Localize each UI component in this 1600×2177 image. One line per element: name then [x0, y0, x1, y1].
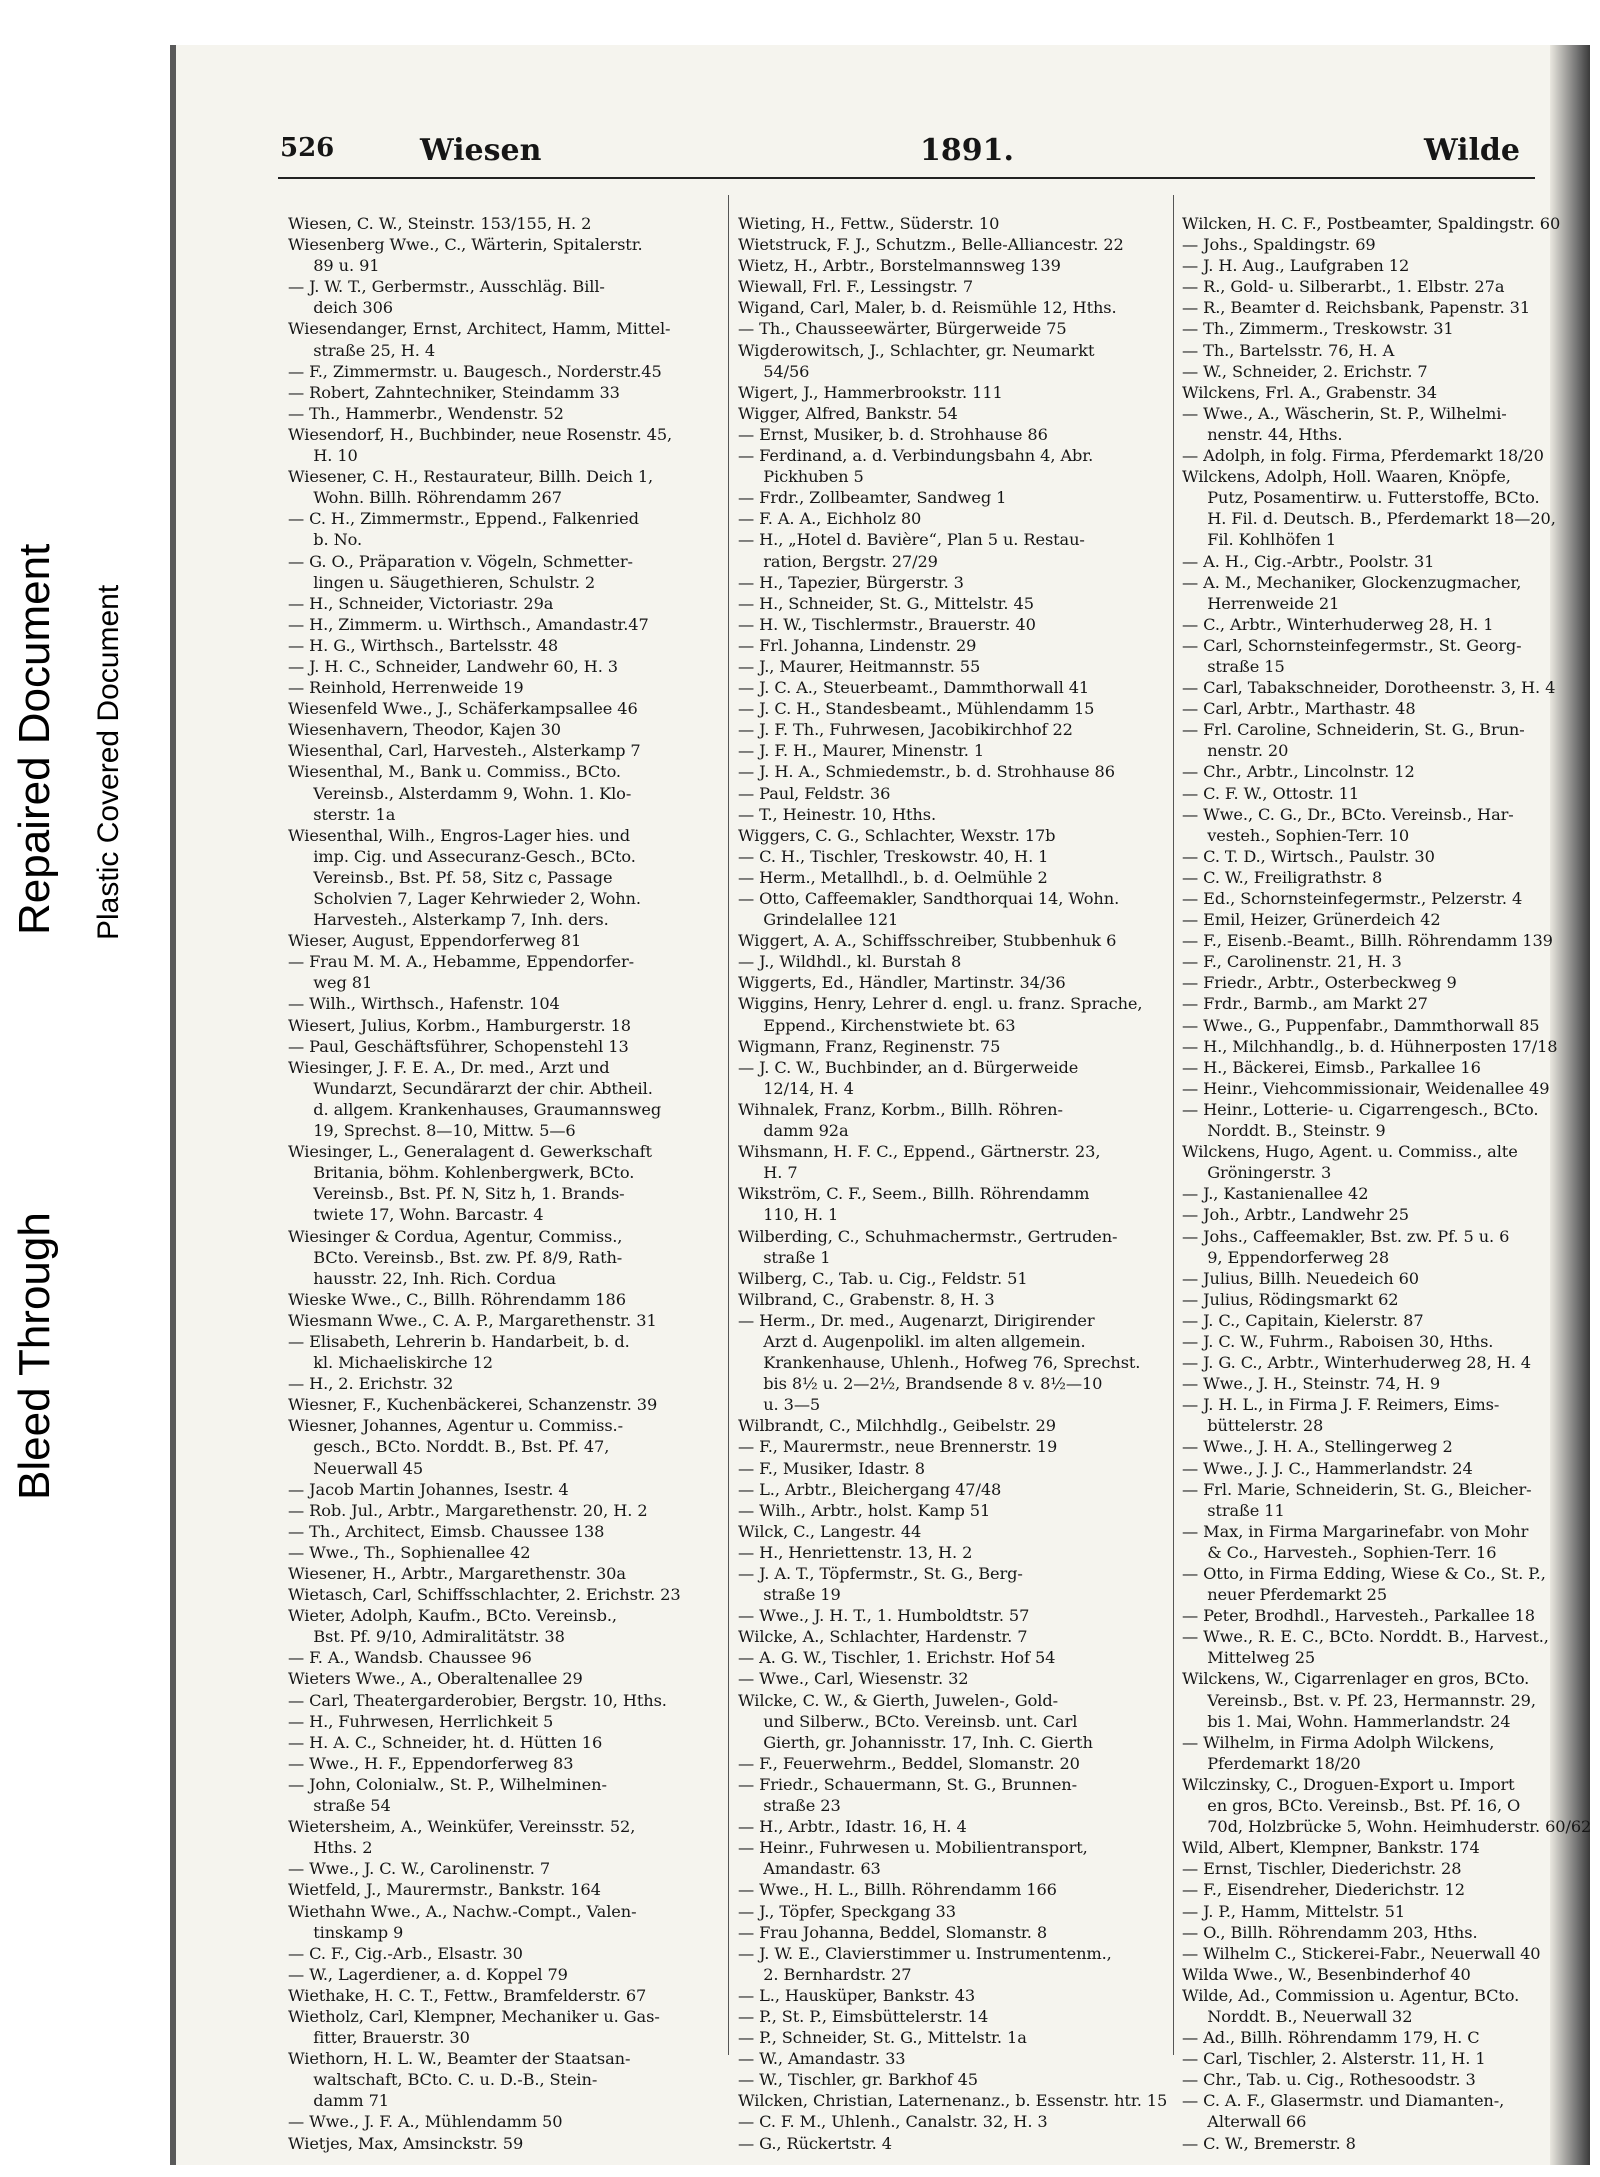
- directory-entry-line: — Adolph, in folg. Firma, Pferdemarkt 18/20: [1182, 446, 1544, 466]
- directory-entry-line: Wiesenthal, Carl, Harvesteh., Alsterkamp 7: [288, 741, 641, 761]
- directory-entry-line: — Otto, Caffeemakler, Sandthorquai 14, Wohn.: [738, 889, 1120, 908]
- directory-entry-line: — Jacob Martin Johannes, Isestr. 4: [288, 1479, 569, 1499]
- directory-entry-line: — Wwe., J. H. A., Stellingerweg 2: [1182, 1437, 1453, 1457]
- header-rule: [278, 177, 1535, 179]
- directory-entry-line: Putz, Posamentirw. u. Futterstoffe, BCto.: [1182, 488, 1540, 508]
- directory-entry-line: — Wwe., G., Puppenfabr., Dammthorwall 85: [1182, 1015, 1540, 1035]
- directory-entry-line: Vereinsb., Bst. Pf. N, Sitz h, 1. Brands-: [288, 1184, 625, 1204]
- directory-entry-line: Britania, böhm. Kohlenbergwerk, BCto.: [288, 1163, 635, 1183]
- plastic-covered-label: Plastic Covered Document: [92, 584, 125, 940]
- directory-entry-line: Neuerwall 45: [288, 1458, 424, 1478]
- directory-entry-line: — Johs., Caffeemakler, Bst. zw. Pf. 5 u. 6: [1182, 1226, 1510, 1246]
- directory-entry-line: — F., Zimmermstr. u. Baugesch., Norderstr.45: [288, 361, 662, 381]
- directory-entry-line: Wohn. Billh. Röhrendamm 267: [288, 488, 562, 508]
- directory-entry-line: — Max, in Firma Margarinefabr. von Mohr: [1182, 1521, 1529, 1541]
- directory-entry-line: Wilcken, H. C. F., Postbeamter, Spaldingstr. 60: [1182, 214, 1561, 233]
- directory-entry-line: Gierth, gr. Johannisstr. 17, Inh. C. Gierth: [738, 1732, 1093, 1752]
- directory-entry-line: 9, Eppendorferweg 28: [1182, 1247, 1390, 1267]
- directory-entry-line: — F. A., Wandsb. Chaussee 96: [288, 1648, 532, 1668]
- directory-entry-line: Wilbrandt, C., Milchhdlg., Geibelstr. 29: [738, 1416, 1056, 1436]
- directory-entry-line: Wiesener, H., Arbtr., Margarethenstr. 30a: [288, 1564, 626, 1583]
- directory-entry-line: — Wwe., H. F., Eppendorferweg 83: [288, 1753, 574, 1773]
- directory-entry-line: Wiethake, H. C. T., Fettw., Bramfelderstr. 67: [288, 1985, 647, 2005]
- directory-entry-line: Wiesmann Wwe., C. A. P., Margarethenstr. 31: [288, 1310, 657, 1330]
- directory-entry-line: gesch., BCto. Norddt. B., Bst. Pf. 47,: [288, 1437, 610, 1457]
- directory-entry-line: Wihsmann, H. F. C., Eppend., Gärtnerstr. 23,: [738, 1142, 1101, 1162]
- directory-entry-line: ration, Bergstr. 27/29: [738, 551, 938, 571]
- directory-entry-line: — Carl, Tischler, 2. Alsterstr. 11, H. 1: [1182, 2049, 1486, 2069]
- directory-entry-line: Wiggers, C. G., Schlachter, Wexstr. 17b: [738, 825, 1056, 845]
- directory-entry-line: — H., Schneider, Victoriastr. 29a: [288, 593, 554, 613]
- directory-entry-line: — Frl. Johanna, Lindenstr. 29: [738, 635, 977, 655]
- directory-entry-line: waltschaft, BCto. C. u. D.-B., Stein-: [288, 2070, 598, 2090]
- directory-entry-line: H. 10: [288, 446, 358, 466]
- directory-entry-line: — C. H., Zimmermstr., Eppend., Falkenried: [288, 509, 639, 529]
- directory-entry-line: Grindelallee 121: [738, 910, 899, 930]
- directory-entry-line: 89 u. 91: [288, 256, 380, 276]
- directory-entry-line: — C. W., Freiligrathstr. 8: [1182, 867, 1383, 887]
- directory-entry-line: — F., Eisenb.-Beamt., Billh. Röhrendamm 139: [1182, 931, 1553, 951]
- directory-entry-line: straße 25, H. 4: [288, 340, 436, 360]
- directory-entry-line: nenstr. 20: [1182, 741, 1289, 761]
- directory-entry-line: — Julius, Rödingsmarkt 62: [1182, 1289, 1399, 1309]
- directory-entry-line: — Otto, in Firma Edding, Wiese & Co., St. P.,: [1182, 1564, 1546, 1583]
- directory-entry-line: Wilbrand, C., Grabenstr. 8, H. 3: [738, 1289, 995, 1309]
- directory-entry-line: Harvesteh., Alsterkamp 7, Inh. ders.: [288, 910, 609, 930]
- directory-entry-line: Herrenweide 21: [1182, 593, 1340, 613]
- directory-entry-line: — P., Schneider, St. G., Mittelstr. 1a: [738, 2028, 1027, 2048]
- directory-entry-line: — J., Maurer, Heitmannstr. 55: [738, 656, 981, 676]
- directory-entry-line: — J. H. Aug., Laufgraben 12: [1182, 256, 1410, 276]
- directory-entry-line: — Ad., Billh. Röhrendamm 179, H. C: [1182, 2028, 1480, 2048]
- directory-entry-line: Wilckens, Frl. A., Grabenstr. 34: [1182, 382, 1437, 402]
- directory-entry-line: — C. H., Tischler, Treskowstr. 40, H. 1: [738, 846, 1049, 866]
- directory-entry-line: — Wilh., Wirthsch., Hafenstr. 104: [288, 994, 560, 1014]
- directory-entry-line: — J. H. A., Schmiedemstr., b. d. Strohhause 86: [738, 762, 1115, 782]
- directory-entry-line: — Herm., Dr. med., Augenarzt, Dirigirender: [738, 1310, 1095, 1330]
- directory-entry-line: Wiesinger, J. F. E. A., Dr. med., Arzt und: [288, 1057, 610, 1077]
- directory-entry-line: — H., Tapezier, Bürgerstr. 3: [738, 572, 964, 592]
- directory-entry-line: — Robert, Zahntechniker, Steindamm 33: [288, 382, 620, 402]
- directory-entry-line: Wiesinger & Cordua, Agentur, Commiss.,: [288, 1226, 623, 1246]
- directory-entry-line: — Wwe., J. F. A., Mühlendamm 50: [288, 2112, 563, 2132]
- directory-entry-line: — J. C. W., Fuhrm., Raboisen 30, Hths.: [1182, 1331, 1494, 1351]
- directory-entry-line: tinskamp 9: [288, 1922, 404, 1942]
- directory-entry-line: deich 306: [288, 298, 393, 318]
- directory-entry-line: Wiggert, A. A., Schiffsschreiber, Stubbenhuk 6: [738, 931, 1117, 951]
- directory-entry-line: — Th., Zimmerm., Treskowstr. 31: [1182, 319, 1454, 339]
- directory-entry-line: Wiesendorf, H., Buchbinder, neue Rosenstr. 45,: [288, 424, 673, 444]
- directory-entry-line: — Frl. Marie, Schneiderin, St. G., Bleicher-: [1182, 1479, 1532, 1499]
- directory-entry-line: Wiesner, Johannes, Agentur u. Commiss.-: [288, 1416, 623, 1436]
- page-number: 526: [280, 133, 335, 163]
- directory-entry-line: — Ernst, Musiker, b. d. Strohhause 86: [738, 424, 1048, 444]
- directory-entry-line: — Julius, Billh. Neuedeich 60: [1182, 1268, 1419, 1288]
- directory-entry-line: — Wwe., Th., Sophienallee 42: [288, 1542, 531, 1562]
- directory-entry-line: u. 3—5: [738, 1395, 821, 1415]
- directory-entry-line: 19, Sprechst. 8—10, Mittw. 5—6: [288, 1121, 576, 1141]
- directory-entry-line: Norddt. B., Neuerwall 32: [1182, 2006, 1413, 2026]
- directory-entry-line: BCto. Vereinsb., Bst. zw. Pf. 8/9, Rath-: [288, 1247, 623, 1267]
- directory-entry-line: — Carl, Schornsteinfegermstr., St. Georg-: [1182, 635, 1522, 655]
- directory-entry-line: Wiesinger, L., Generalagent d. Gewerkschaft: [288, 1142, 652, 1162]
- directory-entry-line: Gröningerstr. 3: [1182, 1163, 1332, 1183]
- directory-entry-line: Wiggerts, Ed., Händler, Martinstr. 34/36: [738, 973, 1066, 993]
- directory-entry-line: Wilckens, Hugo, Agent. u. Commiss., alte: [1182, 1142, 1518, 1162]
- directory-entry-line: Wieting, H., Fettw., Süderstr. 10: [738, 214, 1000, 233]
- directory-entry-line: bis 1. Mai, Wohn. Hammerlandstr. 24: [1182, 1711, 1511, 1731]
- directory-entry-line: Mittelweg 25: [1182, 1648, 1316, 1668]
- directory-entry-line: nenstr. 44, Hths.: [1182, 424, 1343, 444]
- directory-entry-line: — Carl, Tabakschneider, Dorotheenstr. 3, H. 4: [1182, 678, 1556, 698]
- directory-entry-line: Scholvien 7, Lager Kehrwieder 2, Wohn.: [288, 889, 641, 908]
- directory-entry-line: Bst. Pf. 9/10, Admiralitätstr. 38: [288, 1627, 565, 1647]
- directory-entry-line: — H., Zimmerm. u. Wirthsch., Amandastr.47: [288, 614, 649, 634]
- directory-entry-line: — Rob. Jul., Arbtr., Margarethenstr. 20, H. 2: [288, 1500, 648, 1520]
- directory-entry-line: lingen u. Säugethieren, Schulstr. 2: [288, 572, 596, 592]
- directory-entry-line: Wilda Wwe., W., Besenbinderhof 40: [1182, 1964, 1471, 1984]
- directory-entry-line: Wietfeld, J., Maurermstr., Bankstr. 164: [288, 1880, 601, 1900]
- directory-entry-line: Wihnalek, Franz, Korbm., Billh. Röhren-: [738, 1099, 1063, 1119]
- directory-entry-line: — H. W., Tischlermstr., Brauerstr. 40: [738, 614, 1036, 634]
- directory-entry-line: hausstr. 22, Inh. Rich. Cordua: [288, 1268, 556, 1288]
- directory-entry-line: — Ed., Schornsteinfegermstr., Pelzerstr. 4: [1182, 889, 1523, 908]
- directory-entry-line: Wilckens, Adolph, Holl. Waaren, Knöpfe,: [1182, 467, 1511, 487]
- directory-entry-line: imp. Cig. und Assecuranz-Gesch., BCto.: [288, 846, 636, 866]
- column-divider: [1173, 195, 1174, 2055]
- directory-entry-line: — R., Beamter d. Reichsbank, Papenstr. 31: [1182, 298, 1531, 318]
- directory-entry-line: Wiesen, C. W., Steinstr. 153/155, H. 2: [288, 214, 592, 233]
- directory-entry-line: Wilberg, C., Tab. u. Cig., Feldstr. 51: [738, 1268, 1028, 1288]
- page-header: [280, 133, 1530, 173]
- directory-entry-line: Alterwall 66: [1182, 2112, 1307, 2132]
- directory-entry-line: — Th., Bartelsstr. 76, H. A: [1182, 340, 1395, 360]
- directory-entry-line: — Wilhelm, in Firma Adolph Wilckens,: [1182, 1732, 1495, 1752]
- directory-entry-line: — F., Maurermstr., neue Brennerstr. 19: [738, 1437, 1058, 1457]
- directory-entry-line: Wiesenberg Wwe., C., Wärterin, Spitalerstr.: [288, 235, 643, 255]
- directory-entry-line: — C. F. M., Uhlenh., Canalstr. 32, H. 3: [738, 2112, 1048, 2132]
- directory-entry-line: — J. P., Hamm, Mittelstr. 51: [1182, 1901, 1406, 1921]
- directory-entry-line: Vereinsb., Alsterdamm 9, Wohn. 1. Klo-: [288, 783, 632, 803]
- directory-entry-line: — Paul, Feldstr. 36: [738, 783, 891, 803]
- directory-entry-line: — G. O., Präparation v. Vögeln, Schmetter-: [288, 551, 633, 571]
- directory-entry-line: — H., „Hotel d. Bavière“, Plan 5 u. Restau-: [738, 530, 1085, 550]
- directory-entry-line: — L., Arbtr., Bleichergang 47/48: [738, 1479, 1002, 1499]
- directory-entry-line: Wiesner, F., Kuchenbäckerei, Schanzenstr. 39: [288, 1395, 658, 1415]
- directory-entry-line: — Ferdinand, a. d. Verbindungsbahn 4, Abr.: [738, 446, 1094, 466]
- left-margin-labels: [0, 0, 170, 2177]
- directory-entry-line: — J. A. T., Töpfermstr., St. G., Berg-: [738, 1564, 1023, 1583]
- directory-entry-line: Wietasch, Carl, Schiffsschlachter, 2. Erichstr. 23: [288, 1585, 681, 1605]
- directory-entry-line: straße 1: [738, 1247, 831, 1267]
- directory-entry-line: 70d, Holzbrücke 5, Wohn. Heimhuderstr. 60/62: [1182, 1817, 1592, 1837]
- directory-entry-line: & Co., Harvesteh., Sophien-Terr. 16: [1182, 1542, 1497, 1562]
- directory-entry-line: — Frdr., Zollbeamter, Sandweg 1: [738, 488, 1007, 508]
- directory-entry-line: — T., Heinestr. 10, Hths.: [738, 804, 937, 824]
- directory-entry-line: — J. G. C., Arbtr., Winterhuderweg 28, H. 4: [1182, 1353, 1531, 1373]
- directory-entry-line: — Chr., Arbtr., Lincolnstr. 12: [1182, 762, 1415, 782]
- directory-entry-line: — H., Henriettenstr. 13, H. 2: [738, 1542, 973, 1562]
- directory-entry-line: — Carl, Arbtr., Marthastr. 48: [1182, 699, 1416, 719]
- directory-entry-line: straße 11: [1182, 1500, 1285, 1520]
- directory-entry-line: — Wwe., J. H., Steinstr. 74, H. 9: [1182, 1374, 1441, 1394]
- directory-entry-line: fitter, Brauerstr. 30: [288, 2028, 470, 2048]
- directory-entry-line: — Frdr., Barmb., am Markt 27: [1182, 994, 1428, 1014]
- directory-entry-line: damm 71: [288, 2091, 389, 2111]
- directory-page: [170, 45, 1590, 2165]
- directory-entry-line: Wigderowitsch, J., Schlachter, gr. Neumarkt: [738, 340, 1095, 360]
- directory-entry-line: — Th., Architect, Eimsb. Chaussee 138: [288, 1521, 605, 1541]
- directory-entry-line: — Th., Hammerbr., Wendenstr. 52: [288, 403, 564, 423]
- directory-entry-line: und Silberw., BCto. Vereinsb. unt. Carl: [738, 1711, 1078, 1731]
- directory-entry-line: Wilcken, Christian, Laternenanz., b. Essenstr. htr. 15: [738, 2091, 1168, 2111]
- directory-entry-line: straße 54: [288, 1796, 391, 1816]
- directory-entry-line: Wilde, Ad., Commission u. Agentur, BCto.: [1182, 1985, 1520, 2005]
- directory-entry-line: Wilczinsky, C., Droguen-Export u. Import: [1182, 1774, 1515, 1794]
- directory-entry-line: — Chr., Tab. u. Cig., Rothesoodstr. 3: [1182, 2070, 1476, 2090]
- directory-entry-line: — Herm., Metallhdl., b. d. Oelmühle 2: [738, 867, 1048, 887]
- directory-entry-line: sterstr. 1a: [288, 804, 396, 824]
- directory-entry-line: Wieser, August, Eppendorferweg 81: [288, 931, 582, 951]
- directory-entry-line: Wiewall, Frl. F., Lessingstr. 7: [738, 277, 974, 297]
- directory-entry-line: — Wwe., J. C. W., Carolinenstr. 7: [288, 1859, 551, 1879]
- directory-entry-line: — Heinr., Lotterie- u. Cigarrengesch., BCto.: [1182, 1099, 1539, 1119]
- directory-entry-line: b. No.: [288, 530, 363, 550]
- directory-entry-line: Eppend., Kirchenstwiete bt. 63: [738, 1015, 1016, 1035]
- directory-entry-line: Wiggins, Henry, Lehrer d. engl. u. franz. Sprache,: [738, 994, 1143, 1014]
- directory-entry-line: Wilcke, A., Schlachter, Hardenstr. 7: [738, 1627, 1028, 1647]
- directory-entry-line: — Wwe., Carl, Wiesenstr. 32: [738, 1669, 969, 1689]
- directory-entry-line: H. Fil. d. Deutsch. B., Pferdemarkt 18—20,: [1182, 509, 1556, 529]
- directory-entry-line: Wiesener, C. H., Restaurateur, Billh. Deich 1,: [288, 467, 654, 487]
- directory-entry-line: — F., Eisendreher, Diederichstr. 12: [1182, 1880, 1465, 1900]
- directory-column-1: [288, 213, 718, 2154]
- directory-entry-line: — Peter, Brodhdl., Harvesteh., Parkallee 18: [1182, 1606, 1536, 1626]
- header-left-keyword: Wiesen: [420, 133, 542, 168]
- directory-entry-line: Wiethahn Wwe., A., Nachw.-Compt., Valen-: [288, 1901, 637, 1921]
- directory-entry-line: Hths. 2: [288, 1838, 373, 1858]
- directory-entry-line: — J. W. E., Clavierstimmer u. Instrumentenm.,: [738, 1943, 1112, 1963]
- directory-entry-line: — G., Rückertstr. 4: [738, 2133, 892, 2153]
- directory-entry-line: — H., Milchhandlg., b. d. Hühnerposten 17/18: [1182, 1036, 1558, 1056]
- directory-entry-line: 2. Bernhardstr. 27: [738, 1964, 912, 1984]
- directory-entry-line: — H. A. C., Schneider, ht. d. Hütten 16: [288, 1732, 603, 1752]
- directory-entry-line: kl. Michaeliskirche 12: [288, 1353, 493, 1373]
- directory-entry-line: — J. F. Th., Fuhrwesen, Jacobikirchhof 22: [738, 720, 1073, 740]
- directory-entry-line: — W., Schneider, 2. Erichstr. 7: [1182, 361, 1428, 381]
- directory-entry-line: — C. F., Cig.-Arb., Elsastr. 30: [288, 1943, 523, 1963]
- directory-entry-line: — F., Musiker, Idastr. 8: [738, 1458, 925, 1478]
- directory-entry-line: — P., St. P., Eimsbüttelerstr. 14: [738, 2006, 989, 2026]
- directory-column-2: [738, 213, 1168, 2154]
- directory-entry-line: — Paul, Geschäftsführer, Schopenstehl 13: [288, 1036, 629, 1056]
- directory-entry-line: Vereinsb., Bst. Pf. 58, Sitz c, Passage: [288, 867, 613, 887]
- directory-entry-line: Wiethorn, H. L. W., Beamter der Staatsan-: [288, 2049, 631, 2069]
- directory-entry-line: weg 81: [288, 973, 373, 993]
- directory-entry-line: — Wilhelm C., Stickerei-Fabr., Neuerwall 40: [1182, 1943, 1541, 1963]
- directory-entry-line: Wundarzt, Secundärarzt der chir. Abtheil.: [288, 1078, 653, 1098]
- directory-entry-line: — F., Feuerwehrm., Beddel, Slomanstr. 20: [738, 1753, 1080, 1773]
- directory-entry-line: straße 15: [1182, 656, 1285, 676]
- directory-entry-line: — A. H., Cig.-Arbtr., Poolstr. 31: [1182, 551, 1435, 571]
- directory-entry-line: Pferdemarkt 18/20: [1182, 1753, 1361, 1773]
- directory-entry-line: — W., Amandastr. 33: [738, 2049, 906, 2069]
- directory-entry-line: d. allgem. Krankenhauses, Graumannsweg: [288, 1099, 662, 1119]
- directory-entry-line: — J., Kastanienallee 42: [1182, 1184, 1369, 1204]
- directory-entry-line: Wigert, J., Hammerbrookstr. 111: [738, 382, 1003, 402]
- directory-entry-line: — H., Arbtr., Idastr. 16, H. 4: [738, 1817, 967, 1837]
- directory-entry-line: Amandastr. 63: [738, 1859, 881, 1879]
- directory-entry-line: Wietstruck, F. J., Schutzm., Belle-Alliancestr. 22: [738, 235, 1124, 255]
- directory-entry-line: — Emil, Heizer, Grünerdeich 42: [1182, 910, 1441, 930]
- directory-entry-line: Arzt d. Augenpolikl. im alten allgemein.: [738, 1331, 1086, 1351]
- directory-entry-line: — Elisabeth, Lehrerin b. Handarbeit, b. d.: [288, 1331, 630, 1351]
- directory-entry-line: — C. T. D., Wirtsch., Paulstr. 30: [1182, 846, 1435, 866]
- directory-entry-line: — Joh., Arbtr., Landwehr 25: [1182, 1205, 1409, 1225]
- directory-entry-line: — H. G., Wirthsch., Bartelsstr. 48: [288, 635, 559, 655]
- directory-entry-line: — W., Tischler, gr. Barkhof 45: [738, 2070, 978, 2090]
- directory-entry-line: Fil. Kohlhöfen 1: [1182, 530, 1337, 550]
- directory-entry-line: Wilcke, C. W., & Gierth, Juwelen-, Gold-: [738, 1690, 1058, 1710]
- directory-entry-line: — Wwe., J. J. C., Hammerlandstr. 24: [1182, 1458, 1473, 1478]
- directory-entry-line: H. 7: [738, 1163, 798, 1183]
- directory-entry-line: — J. C. H., Standesbeamt., Mühlendamm 15: [738, 699, 1095, 719]
- directory-entry-line: Wieters Wwe., A., Oberaltenallee 29: [288, 1669, 583, 1689]
- directory-entry-line: damm 92a: [738, 1121, 849, 1141]
- directory-entry-line: Pickhuben 5: [738, 467, 864, 487]
- directory-entry-line: — C. F. W., Ottostr. 11: [1182, 783, 1360, 803]
- directory-entry-line: twiete 17, Wohn. Barcastr. 4: [288, 1205, 544, 1225]
- directory-entry-line: — Reinhold, Herrenweide 19: [288, 678, 524, 698]
- directory-entry-line: Wieske Wwe., C., Billh. Röhrendamm 186: [288, 1289, 626, 1309]
- directory-entry-line: Wiesenthal, M., Bank u. Commiss., BCto.: [288, 762, 621, 782]
- directory-entry-line: Wigger, Alfred, Bankstr. 54: [738, 403, 958, 423]
- directory-column-3: [1182, 213, 1592, 2154]
- directory-entry-line: — J. C. A., Steuerbeamt., Dammthorwall 41: [738, 678, 1090, 698]
- directory-entry-line: — Ernst, Tischler, Diederichstr. 28: [1182, 1859, 1462, 1879]
- directory-entry-line: — Frau M. M. A., Hebamme, Eppendorfer-: [288, 952, 635, 972]
- directory-entry-line: — Frau Johanna, Beddel, Slomanstr. 8: [738, 1922, 1048, 1942]
- directory-entry-line: Wieter, Adolph, Kaufm., BCto. Vereinsb.,: [288, 1606, 617, 1626]
- header-right-keyword: Wilde: [1423, 133, 1520, 168]
- directory-entry-line: — Friedr., Schauermann, St. G., Brunnen-: [738, 1774, 1077, 1794]
- directory-entry-line: — C., Arbtr., Winterhuderweg 28, H. 1: [1182, 614, 1494, 634]
- repaired-document-label: Repaired Document: [10, 543, 59, 935]
- directory-entry-line: Wild, Albert, Klempner, Bankstr. 174: [1182, 1838, 1480, 1858]
- directory-entry-line: — Heinr., Viehcommissionair, Weidenallee 49: [1182, 1078, 1550, 1098]
- directory-entry-line: 54/56: [738, 361, 810, 381]
- directory-entry-line: — J., Wildhdl., kl. Burstah 8: [738, 952, 962, 972]
- directory-entry-line: — Carl, Theatergarderobier, Bergstr. 10, Hths.: [288, 1690, 667, 1710]
- directory-entry-line: — Wwe., J. H. T., 1. Humboldtstr. 57: [738, 1606, 1030, 1626]
- directory-entry-line: Wietjes, Max, Amsinckstr. 59: [288, 2133, 524, 2153]
- directory-entry-line: — O., Billh. Röhrendamm 203, Hths.: [1182, 1922, 1478, 1942]
- directory-entry-line: — J. F. H., Maurer, Minenstr. 1: [738, 741, 985, 761]
- directory-entry-line: — A. M., Mechaniker, Glockenzugmacher,: [1182, 572, 1522, 592]
- directory-entry-line: — J. C. W., Buchbinder, an d. Bürgerweide: [738, 1057, 1079, 1077]
- directory-entry-line: straße 23: [738, 1796, 841, 1816]
- directory-entry-line: — F. A. A., Eichholz 80: [738, 509, 922, 529]
- directory-entry-line: — H., Bäckerei, Eimsb., Parkallee 16: [1182, 1057, 1481, 1077]
- directory-entry-line: — Wilh., Arbtr., holst. Kamp 51: [738, 1500, 991, 1520]
- page-left-edge: [170, 45, 176, 2165]
- directory-entry-line: — Friedr., Arbtr., Osterbeckweg 9: [1182, 973, 1457, 993]
- directory-entry-line: Wigmann, Franz, Reginenstr. 75: [738, 1036, 1001, 1056]
- directory-entry-line: — L., Hausküper, Bankstr. 43: [738, 1985, 976, 2005]
- directory-entry-line: neuer Pferdemarkt 25: [1182, 1585, 1388, 1605]
- directory-entry-line: — Th., Chausseewärter, Bürgerweide 75: [738, 319, 1067, 339]
- directory-entry-line: straße 19: [738, 1585, 841, 1605]
- directory-entry-line: Wilberding, C., Schuhmachermstr., Gertruden-: [738, 1226, 1118, 1246]
- directory-entry-line: — H., Fuhrwesen, Herrlichkeit 5: [288, 1711, 554, 1731]
- directory-entry-line: en gros, BCto. Vereinsb., Bst. Pf. 16, O: [1182, 1796, 1521, 1816]
- directory-entry-line: Vereinsb., Bst. v. Pf. 23, Hermannstr. 29,: [1182, 1690, 1536, 1710]
- directory-entry-line: Wikström, C. F., Seem., Billh. Röhrendamm: [738, 1184, 1090, 1204]
- directory-entry-line: 110, H. 1: [738, 1205, 839, 1225]
- directory-entry-line: — A. G. W., Tischler, 1. Erichstr. Hof 54: [738, 1648, 1056, 1668]
- directory-entry-line: — C. A. F., Glasermstr. und Diamanten-,: [1182, 2091, 1505, 2111]
- directory-entry-line: — Johs., Spaldingstr. 69: [1182, 235, 1376, 255]
- directory-entry-line: — John, Colonialw., St. P., Wilhelminen-: [288, 1774, 607, 1794]
- directory-entry-line: — J. H. C., Schneider, Landwehr 60, H. 3: [288, 656, 618, 676]
- header-year: 1891.: [920, 133, 1014, 168]
- directory-entry-line: — H., Schneider, St. G., Mittelstr. 45: [738, 593, 1034, 613]
- directory-entry-line: büttelerstr. 28: [1182, 1416, 1324, 1436]
- directory-entry-line: — Wwe., C. G., Dr., BCto. Vereinsb., Har-: [1182, 804, 1514, 824]
- column-divider: [728, 195, 729, 2055]
- directory-entry-line: — J. W. T., Gerbermstr., Ausschläg. Bill-: [288, 277, 605, 297]
- directory-entry-line: — H., 2. Erichstr. 32: [288, 1374, 454, 1394]
- directory-entry-line: — F., Carolinenstr. 21, H. 3: [1182, 952, 1402, 972]
- directory-entry-line: Wiesenhavern, Theodor, Kajen 30: [288, 720, 561, 740]
- directory-entry-line: Wiesendanger, Ernst, Architect, Hamm, Mittel-: [288, 319, 671, 339]
- directory-entry-line: — Frl. Caroline, Schneiderin, St. G., Brun-: [1182, 720, 1525, 740]
- directory-entry-line: Wilckens, W., Cigarrenlager en gros, BCto.: [1182, 1669, 1530, 1689]
- directory-entry-line: Wigand, Carl, Maler, b. d. Reismühle 12, Hths.: [738, 298, 1117, 318]
- directory-entry-line: Wilck, C., Langestr. 44: [738, 1521, 922, 1541]
- directory-entry-line: bis 8½ u. 2—2½, Brandsende 8 v. 8½—10: [738, 1374, 1103, 1394]
- directory-entry-line: — Wwe., A., Wäscherin, St. P., Wilhelmi-: [1182, 403, 1507, 423]
- directory-entry-line: — Heinr., Fuhrwesen u. Mobilientransport,: [738, 1838, 1088, 1858]
- directory-entry-line: Norddt. B., Steinstr. 9: [1182, 1121, 1386, 1141]
- directory-entry-line: — J., Töpfer, Speckgang 33: [738, 1901, 956, 1921]
- directory-entry-line: Wietz, H., Arbtr., Borstelmannsweg 139: [738, 256, 1061, 276]
- directory-entry-line: Wietholz, Carl, Klempner, Mechaniker u. Gas-: [288, 2006, 660, 2026]
- directory-entry-line: 12/14, H. 4: [738, 1078, 854, 1098]
- directory-entry-line: — C. W., Bremerstr. 8: [1182, 2133, 1356, 2153]
- directory-entry-line: Wiesert, Julius, Korbm., Hamburgerstr. 18: [288, 1015, 631, 1035]
- directory-entry-line: Wiesenthal, Wilh., Engros-Lager hies. und: [288, 825, 631, 845]
- directory-entry-line: — W., Lagerdiener, a. d. Koppel 79: [288, 1964, 568, 1984]
- directory-entry-line: Wietersheim, A., Weinküfer, Vereinsstr. 52,: [288, 1817, 636, 1837]
- directory-entry-line: vesteh., Sophien-Terr. 10: [1182, 825, 1410, 845]
- directory-entry-line: — J. C., Capitain, Kielerstr. 87: [1182, 1310, 1424, 1330]
- directory-entry-line: — J. H. L., in Firma J. F. Reimers, Eims-: [1182, 1395, 1500, 1415]
- bleed-through-label: Bleed Through: [10, 1212, 59, 1500]
- directory-entry-line: Krankenhause, Uhlenh., Hofweg 76, Sprechst.: [738, 1353, 1141, 1373]
- directory-entry-line: — Wwe., H. L., Billh. Röhrendamm 166: [738, 1880, 1057, 1900]
- directory-entry-line: — Wwe., R. E. C., BCto. Norddt. B., Harvest.,: [1182, 1627, 1549, 1647]
- directory-entry-line: — R., Gold- u. Silberarbt., 1. Elbstr. 27a: [1182, 277, 1505, 297]
- directory-entry-line: Wiesenfeld Wwe., J., Schäferkampsallee 46: [288, 699, 638, 719]
